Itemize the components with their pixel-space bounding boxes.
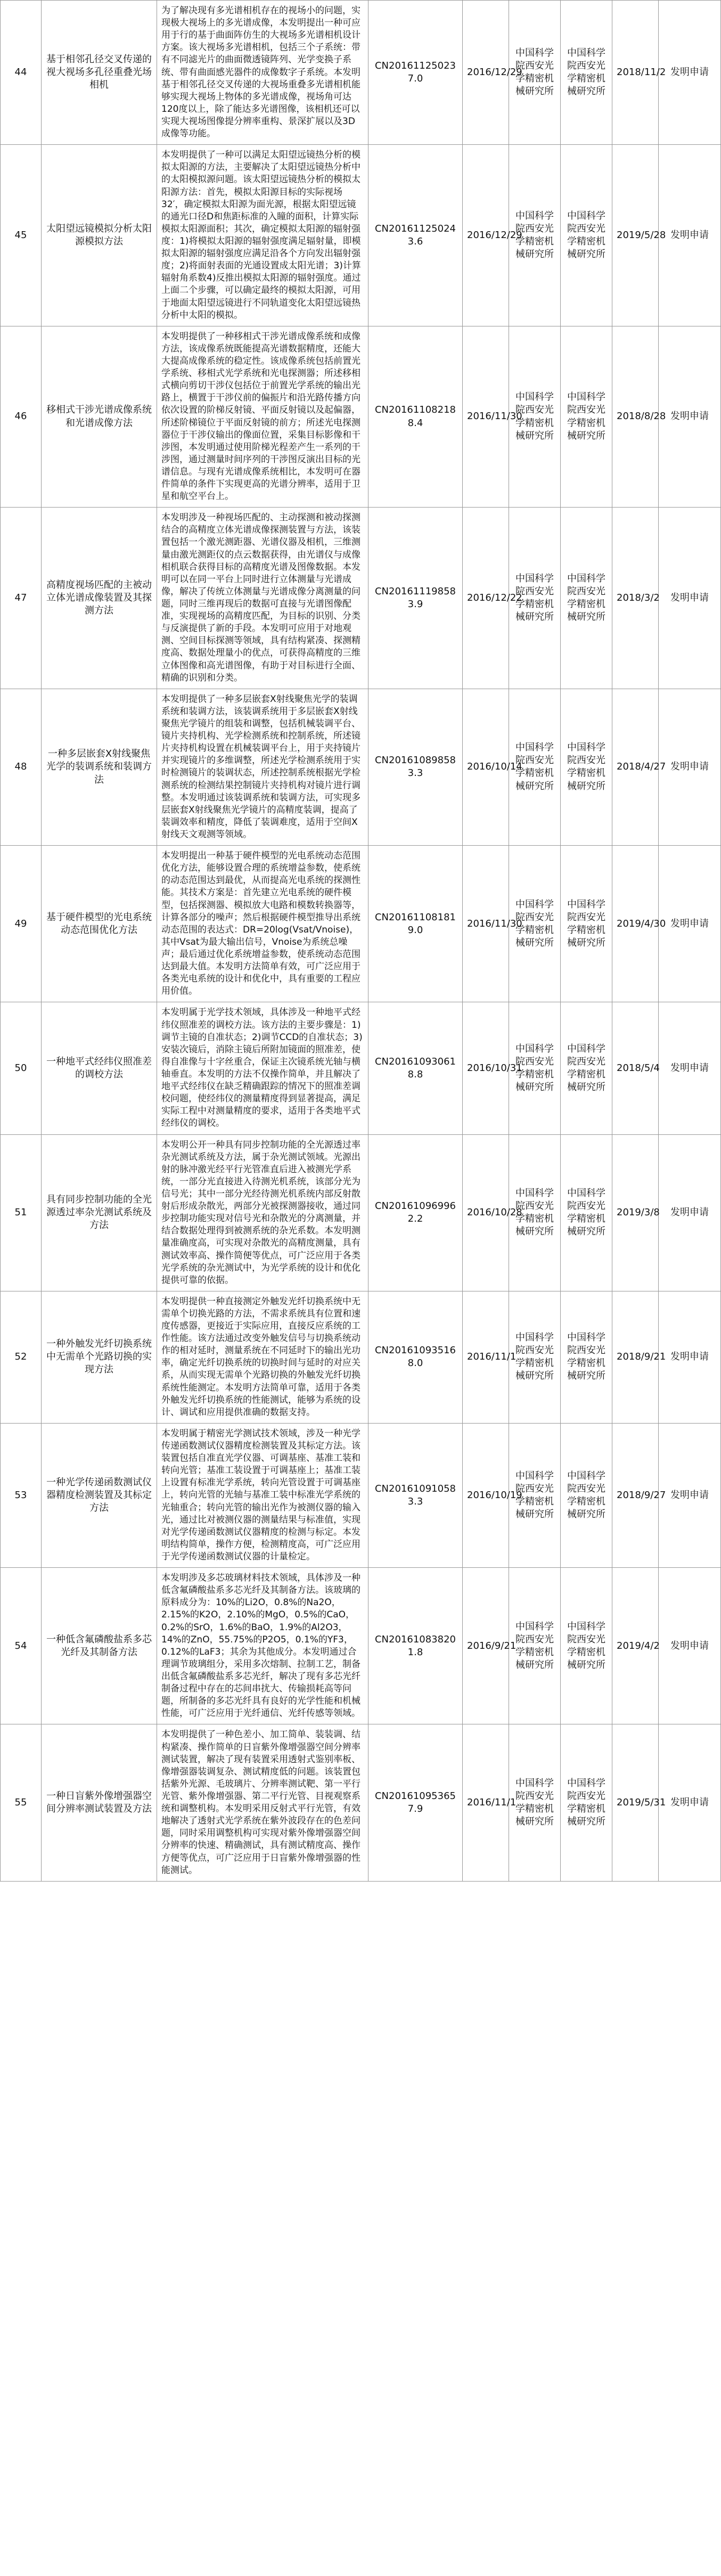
- applicant: 中国科学院西安光学精密机械研究所: [509, 145, 561, 326]
- patent-abstract: 本发明公开一种具有同步控制功能的全光源透过率杂光测试系统及方法，属于杂光测试领域。光源出射的脉冲激光经平行光管准直后进入被测光学系统，一部分光直接进入待测光机系统，该部分光为信号光；其中一部分光经待测光机系统内部反射散射后形成杂散光，两部分光被探测器接收，通过同步控制功能实现对信号光和杂散光的分离测量，并结合数据处理得到被测系统的杂光系数。本发明测量准确度高，可实现对杂散光的高精度测量，具有测试效率高、操作简便等优点，可广泛应用于各类光学系统的杂光测试中，为光学系统的设计和优化提供可靠的依据。: [157, 1134, 368, 1291]
- application-number: CN201611082188.4: [368, 326, 463, 508]
- publication-date: 2018/5/4: [612, 1002, 659, 1134]
- application-number: CN201610953657.9: [368, 1724, 463, 1881]
- application-date: 2016/11/1: [463, 1291, 509, 1423]
- patent-type: 发明申请: [659, 1002, 721, 1134]
- patent-abstract: 本发明属于光学技术领域，具体涉及一种地平式经纬仪照准差的调校方法。该方法的主要步骤是：1)调节主镜的自准状态；2)调节CCD的自准状态；3)安装次镜后，消除主镜后所附加镜面的照准差，使得自准像与十字丝重合，保证主次镜系统光轴与横轴垂直。本发明的方法不仅操作简单，并且解决了地平式经纬仪在缺乏精确跟踪的情况下的照准差调校问题，使经纬仪的测量精度得到显著提高，满足实际工程中对测量精度的要求，适用于各类地平式经纬仪的调校。: [157, 1002, 368, 1134]
- patentee: 中国科学院西安光学精密机械研究所: [561, 326, 612, 508]
- application-date: 2016/11/30: [463, 326, 509, 508]
- patent-type: 发明申请: [659, 846, 721, 1002]
- patentee: 中国科学院西安光学精密机械研究所: [561, 1423, 612, 1567]
- row-number: 54: [1, 1568, 42, 1724]
- patent-type: 发明申请: [659, 1134, 721, 1291]
- applicant: 中国科学院西安光学精密机械研究所: [509, 1, 561, 145]
- patentee: 中国科学院西安光学精密机械研究所: [561, 1291, 612, 1423]
- application-date: 2016/11/1: [463, 1724, 509, 1881]
- patent-abstract: 本发明提供了一种移相式干涉光谱成像系统和成像方法，该成像系统既能提高光谱数据精度，还能大大提高成像系统的稳定性。该成像系统包括前置光学系统、移相式光学系统和光电探测器；所述移相式横向剪切干涉仪包括位于前置光学系统的输出光路上，横置于干涉仪前的偏振片和沿光路传播方向依次设置的阶梯反射镜、平面反射镜以及起偏器，所述阶梯镜位于平面反射镜的前方；所述光电探测器位于干涉仪输出的像面位置，采集目标影像和干涉图，本发明通过使用阶梯光程差产生一系列的干涉图，通过测量时间序列的干涉图反演出目标的光谱信息。与现有光谱成像系统相比，本发明可在器件简单的条件下实现更高的光谱分辨率，适用于卫星和航空平台上。: [157, 326, 368, 508]
- application-date: 2016/12/22: [463, 508, 509, 689]
- applicant: 中国科学院西安光学精密机械研究所: [509, 1724, 561, 1881]
- row-number: 53: [1, 1423, 42, 1567]
- patentee: 中国科学院西安光学精密机械研究所: [561, 689, 612, 845]
- publication-date: 2019/4/2: [612, 1568, 659, 1724]
- application-date: 2016/10/28: [463, 1134, 509, 1291]
- table-row: [1, 1002, 721, 1134]
- patent-type: 发明申请: [659, 145, 721, 326]
- application-date: 2016/12/29: [463, 1, 509, 145]
- row-number: 47: [1, 508, 42, 689]
- publication-date: 2019/4/30: [612, 846, 659, 1002]
- application-date: 2016/10/31: [463, 1002, 509, 1134]
- row-number: 55: [1, 1724, 42, 1881]
- patent-abstract: 为了解决现有多光谱相机存在的视场小的问题，实现极大视场上的多光谱成像，本发明提出一种可应用于行的基于曲面阵仿生的大视场多光谱相机设计方案。该大视场多光谱相机，包括三个子系统：带有不同滤光片的曲面微透镜阵列、光学变换子系统、带有曲面感光器件的成像数字子系统。本发明基于相邻孔径交叉传递的大视场重叠多光谱相机能够实现大视场上物体的多光谱成像，视场角可达120度以上，除了能达多光谱图像，该相机还可以实现大视场图像提分辨率重构、景深扩展以及3D成像等功能。: [157, 1, 368, 145]
- patent-name: 一种外触发光纤切换系统中无需单个光路切换的实现方法: [42, 1291, 157, 1423]
- application-date: 2016/10/19: [463, 1423, 509, 1567]
- table-row: [1, 1423, 721, 1567]
- patent-type: 发明申请: [659, 326, 721, 508]
- application-number: CN201610910583.3: [368, 1423, 463, 1567]
- patent-type: 发明申请: [659, 1, 721, 145]
- table-row: [1, 326, 721, 508]
- table-row: [1, 1724, 721, 1881]
- application-number: CN201610969962.2: [368, 1134, 463, 1291]
- patentee: 中国科学院西安光学精密机械研究所: [561, 508, 612, 689]
- patent-abstract: 本发明提供了一种可以满足太阳望远镜热分析的模拟太阳源的方法，主要解决了太阳望远镜热分析中的太阳模拟源问题。该太阳望远镜热分析的模拟太阳源方法：首先，模拟太阳源目标的实际视场32′，确定模拟太阳源为面光源，根据太阳望远镜的通光口径D和焦距标准的入瞳的面积，计算实际模拟太阳源面积；其次，确定模拟太阳源的辐射强度：1)将模拟太阳源的辐射强度满足辐射量，即模拟太阳源的辐射强度应满足沿各个方向发出辐射强度；2)将面射表面的光通设置成太阳光谱；3)计算辐射角系数4)反推出模拟太阳源的辐射强度。通过上面二个步骤，可以确定最终的模拟太阳源，可用于地面太阳望远镜进行不同轨道变化太阳望远镜热分析中太阳的模拟。: [157, 145, 368, 326]
- applicant: 中国科学院西安光学精密机械研究所: [509, 1134, 561, 1291]
- row-number: 50: [1, 1002, 42, 1134]
- patent-type: 发明申请: [659, 1423, 721, 1567]
- applicant: 中国科学院西安光学精密机械研究所: [509, 689, 561, 845]
- patent-abstract: 本发明涉及一种视场匹配的、主动探测和被动探测结合的高精度立体光谱成像探测装置与方法，该装置包括一个激光测距器、光谱仪器及相机，三维测量由激光测距仪的点云数据获得，由光谱仪与成像相机联合获得目标的高精度光谱及图像数据。本发明可以在同一平台上同时进行立体测量与光谱成像，解决了传统立体测量与光谱成像分离测量的问题，同时三维再现后的数据可直接与光谱图像配准，实现视场的高精度匹配，为目标的识别、分类与反演提供了新的手段。本发明可应用于对地观测、空间目标探测等领域，具有结构紧凑、探测精度高、数据处理量小的优点，可获得高精度的三维立体图像和高光谱图像，有助于对目标进行全面、精确的识别和分类。: [157, 508, 368, 689]
- patent-name: 具有同步控制功能的全光源透过率杂光测试系统及方法: [42, 1134, 157, 1291]
- application-date: 2016/12/29: [463, 145, 509, 326]
- publication-date: 2019/3/8: [612, 1134, 659, 1291]
- patent-abstract: 本发明提出一种基于硬件模型的光电系统动态范围优化方法，能够设置合理的系统增益参数，使系统的动态范围达到最优，从而提高光电系统的探测性能。其技术方案是：首先建立光电系统的硬件模型，包括探测器、模拟放大电路和模数转换器等，计算各部分的噪声；然后根据硬件模型推导出系统动态范围的表达式：DR=20log(Vsat/Vnoise)，其中Vsat为最大输出信号，Vnoise为系统总噪声；最后通过优化系统增益参数，使系统动态范围达到最大值。本发明方法简单有效，可广泛应用于各类光电系统的设计和优化中，具有重要的工程应用价值。: [157, 846, 368, 1002]
- application-number: CN201611081819.0: [368, 846, 463, 1002]
- patent-table-body: [1, 1, 721, 1882]
- patentee: 中国科学院西安光学精密机械研究所: [561, 1134, 612, 1291]
- patentee: 中国科学院西安光学精密机械研究所: [561, 1, 612, 145]
- patent-name: 一种日盲紫外像增强器空间分辨率测试装置及方法: [42, 1724, 157, 1881]
- patent-type: 发明申请: [659, 689, 721, 845]
- publication-date: 2018/9/27: [612, 1423, 659, 1567]
- publication-date: 2019/5/31: [612, 1724, 659, 1881]
- patent-name: 太阳望远镜模拟分析太阳源模拟方法: [42, 145, 157, 326]
- patent-abstract: 本发明提供了一种多层嵌套X射线聚焦光学的装调系统和装调方法，该装调系统用于多层嵌套X射线聚焦光学镜片的组装和调整，包括机械装调平台、镜片夹持机构、光学检测系统和控制系统，所述镜片夹持机构设置在机械装调平台上，用于夹持镜片并实现镜片的多维调整，所述光学检测系统用于实时检测镜片的装调状态，所述控制系统根据光学检测系统的检测结果控制镜片夹持机构对镜片进行调整。本发明通过该装调系统和装调方法，可实现多层嵌套X射线聚焦光学镜片的高精度装调，提高了装调效率和精度，降低了装调难度，适用于空间X射线天文观测等领域。: [157, 689, 368, 845]
- applicant: 中国科学院西安光学精密机械研究所: [509, 1291, 561, 1423]
- application-date: 2016/11/30: [463, 846, 509, 1002]
- applicant: 中国科学院西安光学精密机械研究所: [509, 1002, 561, 1134]
- table-row: [1, 1, 721, 145]
- table-row: [1, 1568, 721, 1724]
- patentee: 中国科学院西安光学精密机械研究所: [561, 846, 612, 1002]
- applicant: 中国科学院西安光学精密机械研究所: [509, 1423, 561, 1567]
- applicant: 中国科学院西安光学精密机械研究所: [509, 326, 561, 508]
- row-number: 45: [1, 145, 42, 326]
- application-number: CN201611198583.9: [368, 508, 463, 689]
- row-number: 46: [1, 326, 42, 508]
- table-row: [1, 508, 721, 689]
- patent-name: 一种低含氟磷酸盐系多芯光纤及其制备方法: [42, 1568, 157, 1724]
- application-number: CN201610935168.0: [368, 1291, 463, 1423]
- patent-name: 一种多层嵌套X射线聚焦光学的装调系统和装调方法: [42, 689, 157, 845]
- patent-name: 高精度视场匹配的主被动立体光谱成像装置及其探测方法: [42, 508, 157, 689]
- table-row: [1, 846, 721, 1002]
- patent-abstract: 本发明涉及多芯玻璃材料技术领域，具体涉及一种低含氟磷酸盐系多芯光纤及其制备方法。该玻璃的原料成分为：10%的Li2O，0.8%的Na2O，2.15%的K2O，2.10%的MgO，0.5%的CaO，0.2%的SrO，1.6%的BaO，1.9%的Al2O3，14%的ZnO，55.75%的P2O5，0.1%的YF3，0.12%的LaF3；其余为其他成分。本发明通过合理调节玻璃组分，采用多次熔制、拉制工艺，制备出低含氟磷酸盐系多芯光纤，解决了现有多芯光纤制备过程中存在的芯间串扰大、传输损耗高等问题，所制备的多芯光纤具有良好的光学性能和机械性能，可广泛应用于光纤通信、光纤传感等领域。: [157, 1568, 368, 1724]
- application-number: CN201611250243.6: [368, 145, 463, 326]
- patent-type: 发明申请: [659, 508, 721, 689]
- applicant: 中国科学院西安光学精密机械研究所: [509, 508, 561, 689]
- row-number: 48: [1, 689, 42, 845]
- application-number: CN201610838201.8: [368, 1568, 463, 1724]
- patent-abstract: 本发明提供了一种色差小、加工简单、装装调、结构紧凑、操作简单的日盲紫外像增强器空间分辨率测试装置，解决了现有装置采用透射式鉴别率板、像增强器装调复杂、测试精度低的问题。该装置包括紫外光源、毛玻璃片、分辨率测试靶、第一平行光管、紫外像增强器、第二平行光管、目视观察系统和调整机构。本发明采用反射式平行光管，有效地解决了透射式光学系统在紫外波段存在的色差问题，同时采用调整机构可实现对紫外像增强器空间分辨率的快速、精确测试，具有测试精度高、操作方便等优点，可广泛应用于日盲紫外像增强器的性能测试。: [157, 1724, 368, 1881]
- patent-abstract: 本发明提供一种直接测定外触发光纤切换系统中无需单个切换光路的方法，不需求系统具有位置和速度传感器，更接近于实际应用，直接反应系统的工作性能。该方法通过改变外触发信号与切换系统动作的相对延时，测量系统在不同延时下的输出光功率，确定光纤切换系统的切换时间与延时的对应关系，从而实现无需单个光路切换的外触发光纤切换系统性能测定。本发明方法简单可靠，适用于各类外触发光纤切换系统的性能测试，能够为系统的设计、调试和应用提供准确的数据支持。: [157, 1291, 368, 1423]
- publication-date: 2019/5/28: [612, 145, 659, 326]
- patentee: 中国科学院西安光学精密机械研究所: [561, 1002, 612, 1134]
- applicant: 中国科学院西安光学精密机械研究所: [509, 1568, 561, 1724]
- publication-date: 2018/9/21: [612, 1291, 659, 1423]
- table-row: [1, 1291, 721, 1423]
- patent-type: 发明申请: [659, 1568, 721, 1724]
- patent-type: 发明申请: [659, 1291, 721, 1423]
- row-number: 44: [1, 1, 42, 145]
- row-number: 49: [1, 846, 42, 1002]
- table-row: [1, 145, 721, 326]
- patent-type: 发明申请: [659, 1724, 721, 1881]
- patentee: 中国科学院西安光学精密机械研究所: [561, 145, 612, 326]
- publication-date: 2018/4/27: [612, 689, 659, 845]
- table-row: [1, 1134, 721, 1291]
- applicant: 中国科学院西安光学精密机械研究所: [509, 846, 561, 1002]
- application-date: 2016/9/21: [463, 1568, 509, 1724]
- patent-name: 一种地平式经纬仪照准差的调校方法: [42, 1002, 157, 1134]
- row-number: 52: [1, 1291, 42, 1423]
- patent-name: 基于相邻孔径交叉传递的视大视场多孔径重叠光场相机: [42, 1, 157, 145]
- table-row: [1, 689, 721, 845]
- patent-name: 一种光学传递函数测试仪器精度检测装置及其标定方法: [42, 1423, 157, 1567]
- publication-date: 2018/8/28: [612, 326, 659, 508]
- patent-abstract: 本发明属于精密光学测试技术领域，涉及一种光学传递函数测试仪器精度检测装置及其标定方法。该装置包括自准直光学仪器、可调基座、基准工装和转向光管；基准工装设置于可调基座上；基准工装上设置有标准光学系统，转向光管设置于可调基座上，转向光管的光轴与基准工装中标准光学系统的光轴重合；转向光管的输出光作为被测仪器的输入光，通过比对被测仪器的测量结果与标准值，实现对光学传递函数测试仪器精度的检测与标定。本发明结构简单，操作方便，检测精度高，可广泛应用于光学传递函数测试仪器的计量检定。: [157, 1423, 368, 1567]
- publication-date: 2018/11/2: [612, 1, 659, 145]
- application-number: CN201610930618.8: [368, 1002, 463, 1134]
- application-number: CN201611250237.0: [368, 1, 463, 145]
- patent-name: 移相式干涉光谱成像系统和光谱成像方法: [42, 326, 157, 508]
- patentee: 中国科学院西安光学精密机械研究所: [561, 1568, 612, 1724]
- row-number: 51: [1, 1134, 42, 1291]
- publication-date: 2018/3/2: [612, 508, 659, 689]
- patentee: 中国科学院西安光学精密机械研究所: [561, 1724, 612, 1881]
- application-date: 2016/10/14: [463, 689, 509, 845]
- application-number: CN201610898583.3: [368, 689, 463, 845]
- patent-name: 基于硬件模型的光电系统动态范围优化方法: [42, 846, 157, 1002]
